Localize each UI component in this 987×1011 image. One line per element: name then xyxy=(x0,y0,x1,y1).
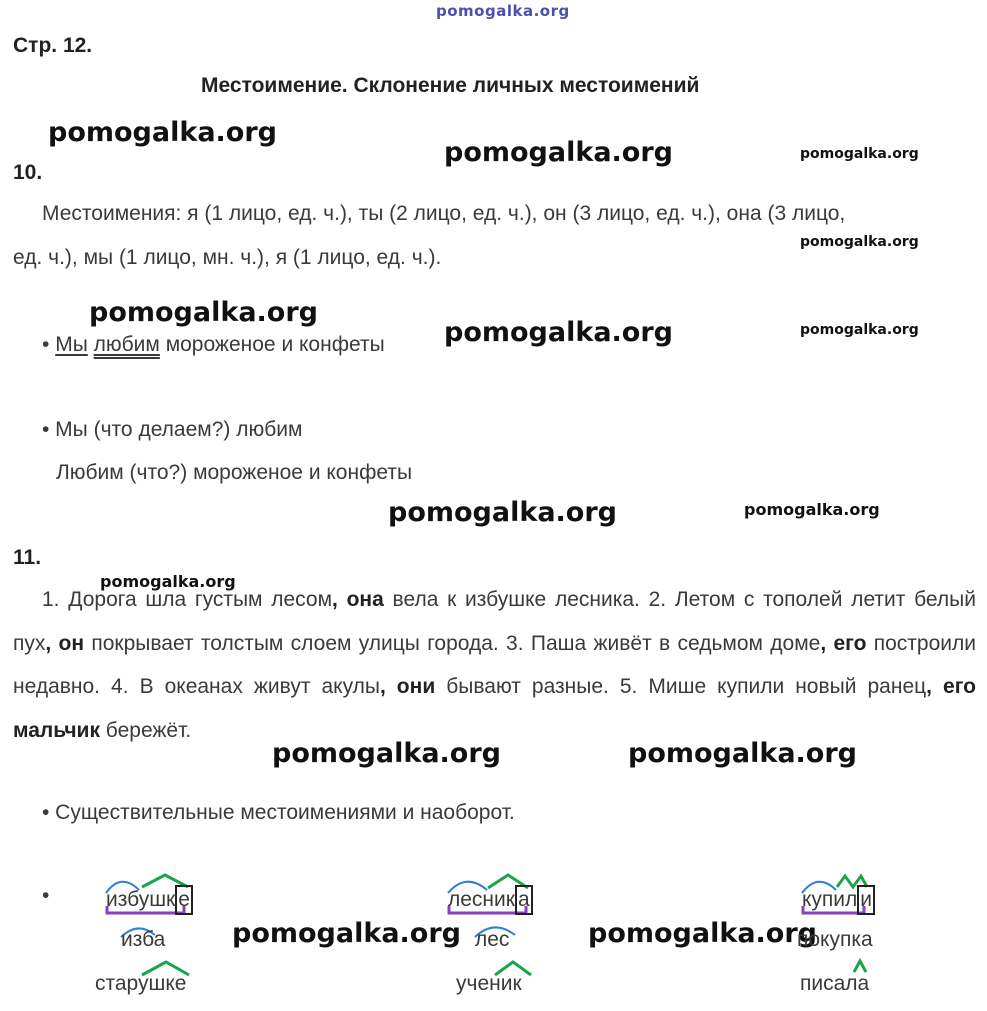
watermark: pomogalka.org xyxy=(628,738,857,769)
word-pisala: писала xyxy=(800,972,870,995)
note-line: • Существительные местоимениями и наоборот. xyxy=(42,801,515,824)
watermark: pomogalka.org xyxy=(800,322,919,338)
word-ending-box: а xyxy=(515,885,533,915)
bullet: • xyxy=(42,884,50,907)
text-part: покрывает толстым слоем улицы города. 3. Паша живёт в седьмом доме xyxy=(84,631,821,655)
word-ending-box: и xyxy=(857,885,875,915)
watermark: pomogalka.org xyxy=(800,146,919,162)
pronoun-bold: , он xyxy=(45,631,85,655)
pronoun-bold: , его xyxy=(820,631,867,655)
question-line-1: • Мы (что делаем?) любим xyxy=(42,418,303,441)
sentence-rest: мороженое и конфеты xyxy=(165,333,385,356)
page-reference: Стр. 12. xyxy=(13,34,93,57)
watermark: pomogalka.org xyxy=(48,117,277,148)
word-ending-box: е xyxy=(175,885,193,915)
watermark-top: pomogalka.org xyxy=(436,2,570,20)
watermark: pomogalka.org xyxy=(272,738,501,769)
exercise-number: 10. xyxy=(13,161,43,184)
predicate-word: любим xyxy=(93,333,160,356)
word-lesnika xyxy=(448,885,533,915)
word-izba: изба xyxy=(121,928,166,951)
text-part: бережёт. xyxy=(99,718,192,742)
subject-word: Мы xyxy=(55,333,88,356)
pronoun-bold: , его мальчик xyxy=(13,675,976,742)
text-part: 1. Дорога шла густым лесом xyxy=(42,588,333,611)
pronoun-bold: , они xyxy=(379,675,436,698)
page-title: Местоимение. Склонение личных местоимений xyxy=(201,74,700,97)
bullet: • xyxy=(42,333,50,356)
text-part: вела к избушке лесника. 2. Летом с тополей летит белый пух xyxy=(13,588,976,655)
word-uchenik: ученик xyxy=(456,972,522,995)
watermark: pomogalka.org xyxy=(444,317,673,348)
question-line-2: Любим (что?) мороженое и конфеты xyxy=(56,461,413,484)
text-part: построили недавно. 4. В океанах живут акулы xyxy=(13,631,976,698)
watermark: pomogalka.org xyxy=(588,918,817,949)
watermark: pomogalka.org xyxy=(388,497,617,528)
watermark: pomogalka.org xyxy=(100,572,236,591)
pronouns-line-2: ед. ч.), мы (1 лицо, мн. ч.), я (1 лицо, ед. ч.). xyxy=(13,246,442,269)
word-stem: лесник xyxy=(448,888,515,911)
word-les: лес xyxy=(475,928,510,951)
word-kupili xyxy=(802,885,875,915)
text-part: бывают разные. 5. Мише купили новый ранец xyxy=(435,675,927,698)
word-starushke: старушке xyxy=(95,972,187,995)
watermark: pomogalka.org xyxy=(89,297,318,328)
pronoun-bold: , она xyxy=(332,588,384,611)
suffix-mark xyxy=(854,961,866,972)
watermark: pomogalka.org xyxy=(232,918,461,949)
word-pokupka: покупка xyxy=(797,928,873,951)
exercise-number: 11. xyxy=(13,546,42,569)
word-izbushke xyxy=(106,885,193,915)
watermark: pomogalka.org xyxy=(744,500,880,519)
word-stem: купил xyxy=(802,888,858,911)
pronouns-line-1: Местоимения: я (1 лицо, ед. ч.), ты (2 лицо, ед. ч.), он (3 лицо, ед. ч.), она (3 лицо, xyxy=(42,202,846,225)
word-stem: избушк xyxy=(106,888,176,911)
watermark: pomogalka.org xyxy=(800,234,919,250)
watermark: pomogalka.org xyxy=(444,137,673,168)
